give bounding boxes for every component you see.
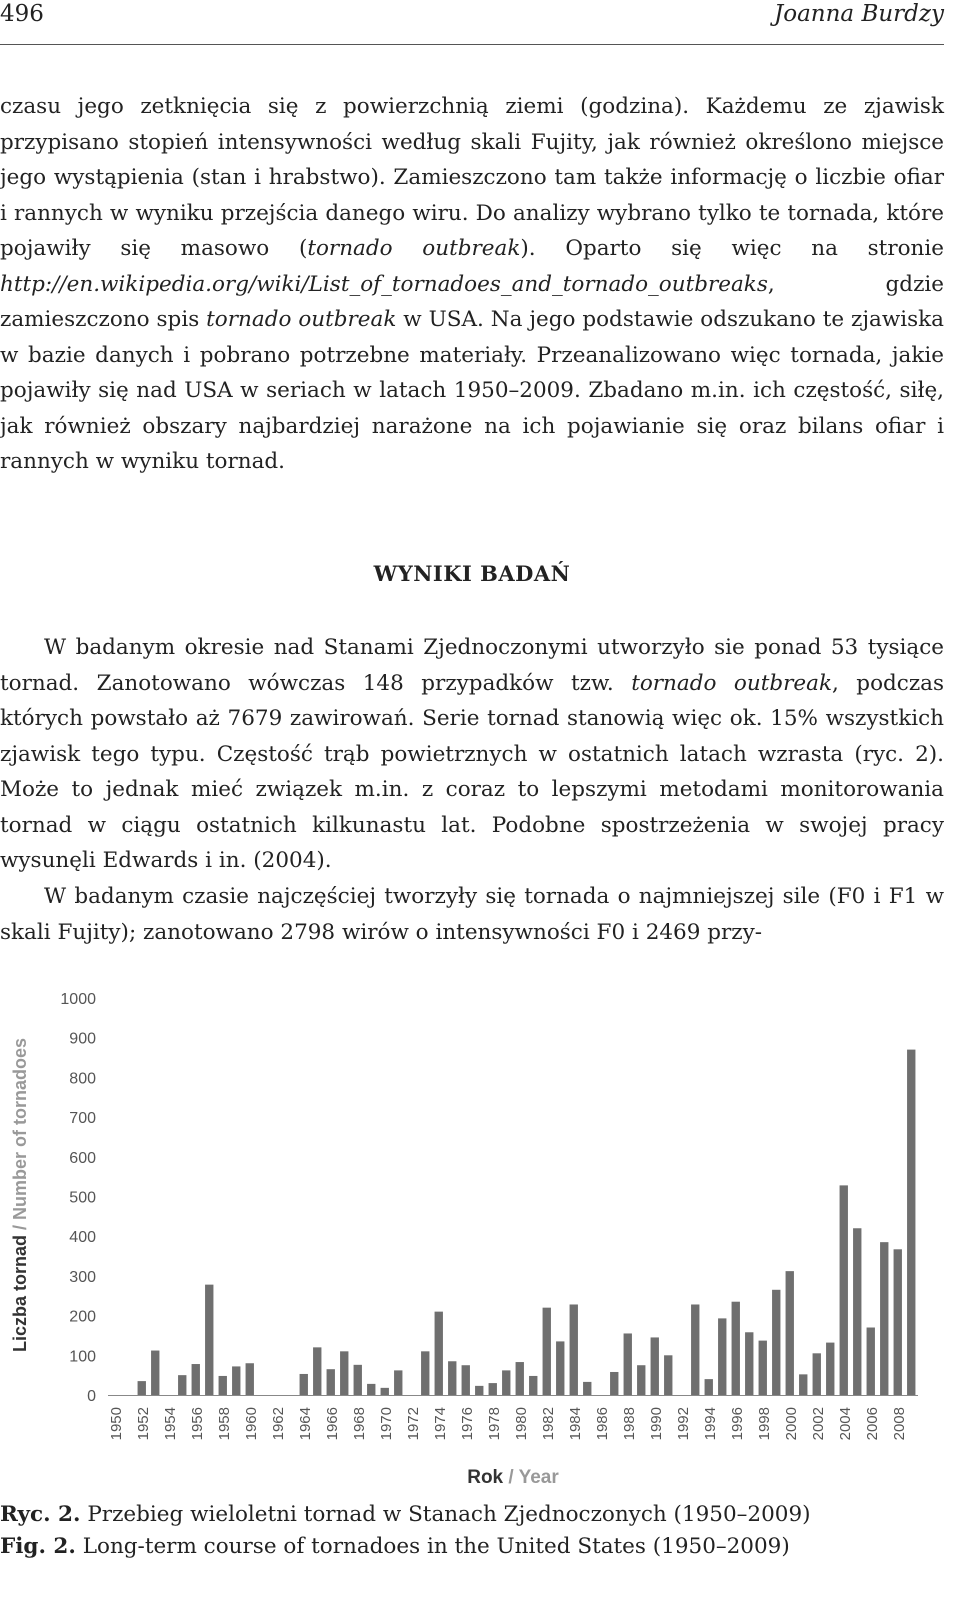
text-run: w USA. Na jego podstawie odszukano te zjawiska w bazie danych i pobrano potrzebne materiały. Przeanalizowano więc tornada, jakie pojawiły się nad USA w seriach w latach 1950–2009. Zbadano m.in. ich częstość, siłę, jak również obszary najbardziej narażone na ich pojawianie się oraz bilans ofiar i rannych w wyniku tornad. [0,307,944,474]
bar-series [138,1050,916,1395]
x-tick-label: 1992 [674,1407,692,1441]
caption-text: Long-term course of tornadoes in the United States (1950–2009) [75,1534,790,1559]
x-tick-label: 2006 [863,1407,881,1441]
paragraph-intensity [0,879,944,950]
bar-1965 [313,1347,321,1395]
bar-1953 [151,1351,159,1395]
bar-2003 [826,1343,834,1395]
x-tick-label: 1974 [431,1407,449,1441]
x-tick-label: 1990 [647,1407,665,1441]
section-heading: WYNIKI BADAŃ [373,561,571,586]
bar-2000 [786,1271,794,1395]
bar-2001 [799,1374,807,1395]
bar-1967 [340,1351,348,1395]
bar-2002 [813,1353,821,1395]
x-tick-label: 1998 [755,1407,773,1441]
y-axis [60,991,96,1405]
bar-1973 [421,1351,429,1395]
bar-1956 [192,1364,200,1395]
running-header [0,0,944,44]
bar-1969 [367,1384,375,1395]
caption-text: Przebieg wieloletni tornad w Stanach Zjednoczonych (1950–2009) [80,1502,811,1527]
bar-1996 [732,1302,740,1395]
bar-1981 [529,1376,537,1395]
caption-label: Fig. 2. [0,1534,76,1559]
x-tick-label: 1994 [701,1407,719,1441]
bar-1978 [489,1383,497,1395]
term-tornado-outbreak: tornado outbreak [307,236,521,261]
y-tick-label: 700 [69,1110,96,1128]
text-run: czasu jego zetknięcia się z powierzchnią ziemi (godzina). Każdemu ze zjawisk przypisano stopień intensywności według skali Fujity, jak również określono miejsce jego wystąpienia (stan i hrabstwo). Zamieszczono tam także informację o liczbie ofiar i rannych w wyniku przejścia danego wiru. Do analizy wybrano tylko te tornada, które pojawiły się masowo ( [0,94,944,261]
bar-1975 [448,1361,456,1395]
tornado-bar-chart [0,985,944,1490]
x-axis [108,1407,908,1440]
bar-1966 [327,1369,335,1395]
y-tick-label: 300 [69,1268,96,1286]
paragraph-results [0,630,944,879]
term-tornado-outbreak: tornado outbreak [631,670,832,696]
y-tick-label: 600 [69,1149,96,1167]
y-tick-label: 400 [69,1229,96,1247]
bar-1991 [664,1355,672,1395]
bar-2006 [867,1328,875,1395]
bar-2009 [907,1050,915,1395]
y-tick-label: 500 [69,1189,96,1207]
bar-1955 [178,1375,186,1395]
x-tick-label: 1956 [188,1407,206,1441]
bar-1995 [718,1318,726,1395]
bar-2008 [894,1249,902,1395]
y-tick-label: 100 [69,1348,96,1366]
bar-1987 [610,1372,618,1395]
header-rule [0,44,944,45]
bar-1983 [556,1341,564,1395]
x-tick-label: 1964 [296,1407,314,1441]
x-tick-label: 1958 [215,1407,233,1441]
bar-1984 [570,1304,578,1395]
x-tick-label: 2002 [809,1407,827,1441]
x-tick-label: 1954 [161,1407,179,1441]
bar-1968 [354,1365,362,1395]
bar-1982 [543,1308,551,1395]
bar-1964 [300,1374,308,1395]
x-tick-label: 1968 [350,1407,368,1441]
x-tick-label: 1960 [242,1407,260,1441]
x-axis-label: Rok / Year [467,1467,559,1488]
x-tick-label: 1996 [728,1407,746,1441]
text-run: , podczas których powstało aż 7679 zawirowań. Serie tornad stanowią więc ok. 15% wszystkich zjawisk tego typu. Częstość trąb powietrznych w ostatnich latach wzrasta (ryc. 2). Może to jednak mieć związek m.in. z coraz to lepszymi metodami monitorowania tornad w ciągu ostatnich kilkunastu lat. Podobne spostrzeżenia w swojej pracy wysunęli Edwards i in. (2004). [0,670,944,873]
bar-1952 [138,1381,146,1395]
bar-2007 [880,1242,888,1395]
page-number: 496 [0,1,44,27]
running-author: Joanna Burdzy [774,1,944,27]
y-tick-label: 800 [69,1070,96,1088]
text-run: , gdzie zamieszczono spis [0,271,944,332]
x-tick-label: 1986 [593,1407,611,1441]
x-tick-label: 1970 [377,1407,395,1441]
bar-1985 [583,1382,591,1395]
text-run: W badanym okresie nad Stanami Zjednoczonymi utworzyło sie ponad 53 tysiące tornad. Zanotowano wówczas 148 przypadków tzw. [0,635,944,696]
bar-1997 [745,1332,753,1395]
bar-1957 [205,1285,213,1395]
x-tick-label: 1950 [107,1407,125,1441]
x-tick-label: 1978 [485,1407,503,1441]
caption-label: Ryc. 2. [0,1502,81,1527]
y-tick-label: 1000 [60,991,96,1008]
text-run: ). Oparto się więc na stronie [520,236,944,261]
x-tick-label: 2000 [782,1407,800,1441]
y-axis-label: Liczba tornad / Number of tornadoes [10,1037,30,1353]
x-tick-label: 1962 [269,1407,287,1441]
bar-1970 [381,1388,389,1395]
x-tick-label: 1980 [512,1407,530,1441]
bar-1979 [502,1370,510,1395]
x-tick-label: 1976 [458,1407,476,1441]
x-tick-label: 1982 [539,1407,557,1441]
bar-1994 [705,1379,713,1395]
x-tick-label: 1966 [323,1407,341,1441]
bar-2005 [853,1228,861,1395]
y-tick-label: 200 [69,1308,96,1326]
bar-1977 [475,1386,483,1395]
bar-2004 [840,1185,848,1395]
x-tick-label: 2008 [890,1407,908,1441]
bar-1960 [246,1363,254,1395]
paragraph-methods [0,89,944,480]
bar-1958 [219,1376,227,1395]
y-tick-label: 900 [69,1030,96,1048]
bar-1999 [772,1290,780,1395]
text-run: W badanym czasie najczęściej tworzyły się tornada o najmniejszej sile (F0 i F1 w skali Fujity); zanotowano 2798 wirów o intensywności F0 i 2469 przy- [0,884,944,945]
x-tick-label: 1972 [404,1407,422,1441]
source-url[interactable]: http://en.wikipedia.org/wiki/List_of_tornadoes_and_tornado_outbreaks [0,271,768,297]
bar-1980 [516,1362,524,1395]
x-tick-label: 1984 [566,1407,584,1441]
x-tick-label: 1988 [620,1407,638,1441]
bar-1959 [232,1366,240,1395]
term-tornado-outbreak: tornado outbreak [206,307,397,332]
x-tick-label: 2004 [836,1407,854,1441]
bar-1976 [462,1365,470,1395]
bar-1988 [624,1333,632,1395]
bar-1971 [394,1370,402,1395]
figure-caption-pl [0,1500,811,1530]
bar-1993 [691,1304,699,1395]
y-tick-label: 0 [87,1388,96,1405]
bar-1990 [651,1337,659,1395]
bar-1974 [435,1312,443,1395]
bar-1998 [759,1341,767,1395]
figure-caption-en [0,1532,790,1562]
x-tick-label: 1952 [134,1407,152,1441]
bar-1989 [637,1365,645,1395]
